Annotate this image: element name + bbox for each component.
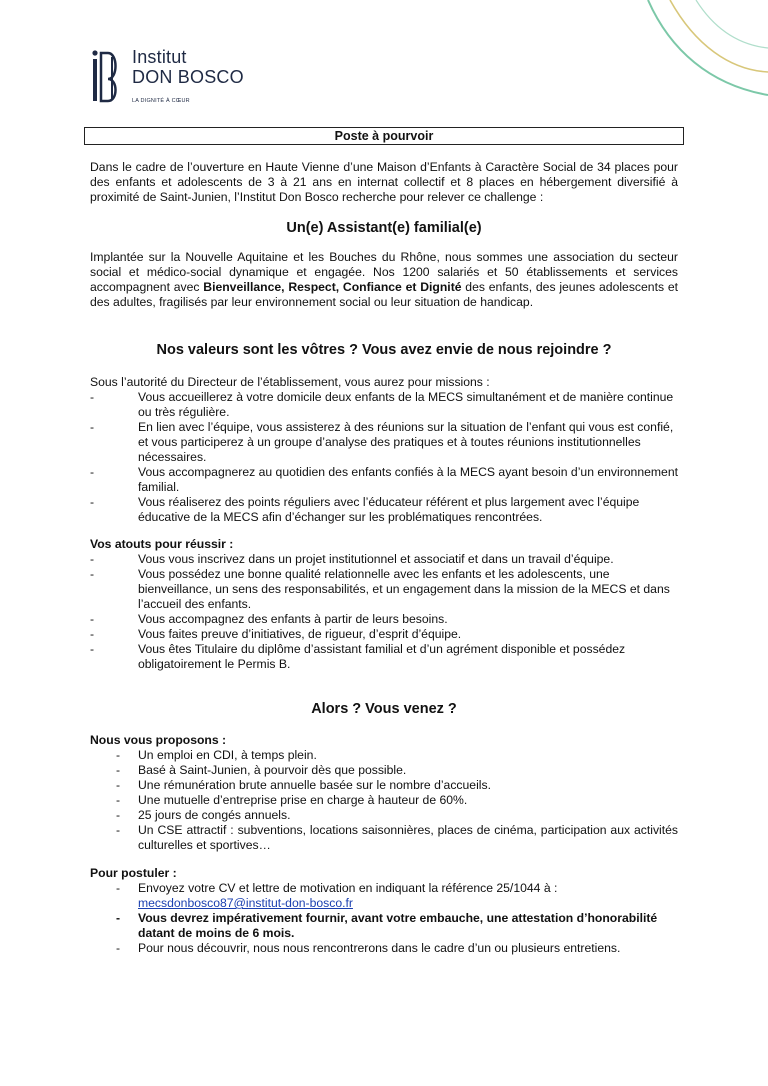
dash-bullet: - — [116, 778, 121, 792]
dash-bullet: - — [116, 748, 121, 762]
list-item-text: Une rémunération brute annuelle basée sur le nombre d’accueils. — [138, 778, 491, 792]
list-item — [90, 552, 678, 567]
dash-bullet: - — [116, 793, 121, 807]
dash-bullet: - — [90, 495, 95, 509]
dash-bullet: - — [116, 911, 121, 925]
atouts-list — [90, 552, 678, 672]
job-title: Un(e) Assistant(e) familial(e) — [286, 220, 482, 236]
proposons-list — [90, 748, 678, 853]
list-item — [90, 627, 678, 642]
list-item-text: Vous accueillerez à votre domicile deux enfants de la MECS simultanément et de manière continue ou très régulière. — [138, 390, 674, 419]
list-item-text: Une mutuelle d’entreprise prise en charge à hauteur de 60%. — [138, 793, 468, 807]
list-item-text: Un CSE attractif : subventions, locations saisonnières, places de cinéma, participation aux activités culturelles et sportives… — [138, 823, 678, 852]
logo-mark-icon — [92, 49, 130, 103]
dash-bullet: - — [90, 420, 95, 434]
list-item-text: Vous faites preuve d’initiatives, de rigueur, d’esprit d’équipe. — [138, 627, 462, 641]
list-item — [90, 763, 678, 778]
postuler-section — [90, 866, 678, 956]
list-item — [90, 941, 678, 956]
dash-bullet: - — [116, 808, 121, 822]
list-item — [90, 642, 678, 672]
missions-section — [90, 375, 678, 525]
logo-text-don-bosco: DON BOSCO — [132, 67, 244, 87]
list-item — [90, 911, 678, 941]
dash-bullet: - — [116, 881, 121, 895]
institut-don-bosco-logo — [92, 46, 252, 108]
dash-bullet: - — [90, 612, 95, 626]
list-item — [90, 793, 678, 808]
venez-heading: Alors ? Vous venez ? — [311, 701, 457, 717]
logo-tagline: LA DIGNITÉ À CŒUR — [132, 98, 190, 104]
list-item — [90, 495, 678, 525]
postuler-title: Pour postuler : — [90, 866, 177, 880]
list-item — [90, 748, 678, 763]
list-item — [90, 808, 678, 823]
list-item-text: Vous accompagnez des enfants à partir de leurs besoins. — [138, 612, 448, 626]
list-item — [90, 778, 678, 793]
dash-bullet: - — [90, 567, 95, 581]
values-heading: Nos valeurs sont les vôtres ? Vous avez envie de nous rejoindre ? — [156, 342, 612, 358]
list-item-text: Basé à Saint-Junien, à pourvoir dès que possible. — [138, 763, 407, 777]
postuler-list — [90, 881, 678, 956]
list-item — [90, 612, 678, 627]
proposons-title: Nous vous proposons : — [90, 733, 227, 747]
association-paragraph — [90, 250, 678, 310]
cv-instruction: Envoyez votre CV et lettre de motivation en indiquant la référence 25/1044 à : — [138, 881, 558, 895]
list-item-text: Vous réaliserez des points réguliers avec l’éducateur référent et plus largement avec l’équipe éducative de la MECS afin d’échanger sur les problématiques rencontrées. — [138, 495, 640, 524]
association-text-after: des enfants, des jeunes adolescents et des adultes, fragilisés par leur environnement social ou leur situation de handicap. — [90, 280, 679, 309]
entretiens-text: Pour nous découvrir, nous nous rencontrerons dans le cadre d’un ou plusieurs entretiens. — [138, 941, 621, 955]
dash-bullet: - — [116, 763, 121, 777]
association-values-bold: Bienveillance, Respect, Confiance et Dignité — [203, 280, 462, 294]
dash-bullet: - — [90, 390, 95, 404]
dash-bullet: - — [90, 642, 95, 656]
list-item-text: En lien avec l’équipe, vous assisterez à des réunions sur la situation de l’enfant qui vous est confié, et vous participerez à un groupe d’analyse des pratiques et à toutes réunions institutionnelles nécessaires. — [138, 420, 674, 464]
dash-bullet: - — [90, 552, 95, 566]
list-item — [90, 567, 678, 612]
atouts-section — [90, 537, 678, 672]
list-item-text: Un emploi en CDI, à temps plein. — [138, 748, 317, 762]
list-item — [90, 420, 678, 465]
list-item-text: Vous possédez une bonne qualité relationnelle avec les enfants et les adolescents, une bienveillance, un sens des responsabilités, et un engagement dans la mission de la MECS et dans l’accueil des enfants. — [138, 567, 670, 611]
list-item — [90, 390, 678, 420]
dash-bullet: - — [116, 941, 121, 955]
proposons-section — [90, 733, 678, 853]
email-link[interactable]: mecsdonbosco87@institut-don-bosco.fr — [138, 896, 353, 910]
missions-intro: Sous l’autorité du Directeur de l’établissement, vous aurez pour missions : — [90, 375, 490, 389]
dash-bullet: - — [90, 465, 95, 479]
intro-paragraph: Dans le cadre de l’ouverture en Haute Vienne d’une Maison d’Enfants à Caractère Social de 34 places pour des enfants et adolescents de 3 à 21 ans en internat collectif et 8 places en hébergement diversifié à proximité de Saint-Junien, l’Institut Don Bosco recherche pour relever ce challenge : — [90, 160, 678, 204]
logo-text-institut: Institut — [132, 47, 187, 67]
list-item-text: 25 jours de congés annuels. — [138, 808, 291, 822]
list-item — [90, 881, 678, 911]
association-text-before: Implantée sur la Nouvelle Aquitaine et les Bouches du Rhône, nous sommes une association du secteur social et médico-social dynamique et engagée. Nos 1200 salariés et 50 établissements et services accompagnent avec — [90, 250, 678, 294]
atouts-title: Vos atouts pour réussir : — [90, 537, 234, 551]
list-item-text: Vous vous inscrivez dans un projet institutionnel et associatif et dans un travail d’équipe. — [138, 552, 614, 566]
list-item-text: Vous êtes Titulaire du diplôme d’assistant familial et d’un agrément disponible et possédez obligatoirement le Permis B. — [138, 642, 626, 671]
attestation-text: Vous devrez impérativement fournir, avant votre embauche, une attestation d’honorabilité datant de moins de 6 mois. — [138, 911, 658, 940]
list-item — [90, 465, 678, 495]
dash-bullet: - — [116, 823, 121, 837]
poste-a-pourvoir-box: Poste à pourvoir — [84, 127, 684, 145]
list-item — [90, 823, 678, 853]
decorative-arcs — [600, 0, 768, 120]
missions-list — [90, 390, 678, 525]
dash-bullet: - — [90, 627, 95, 641]
list-item-text: Vous accompagnerez au quotidien des enfants confiés à la MECS ayant besoin d’un environnement familial. — [138, 465, 678, 494]
